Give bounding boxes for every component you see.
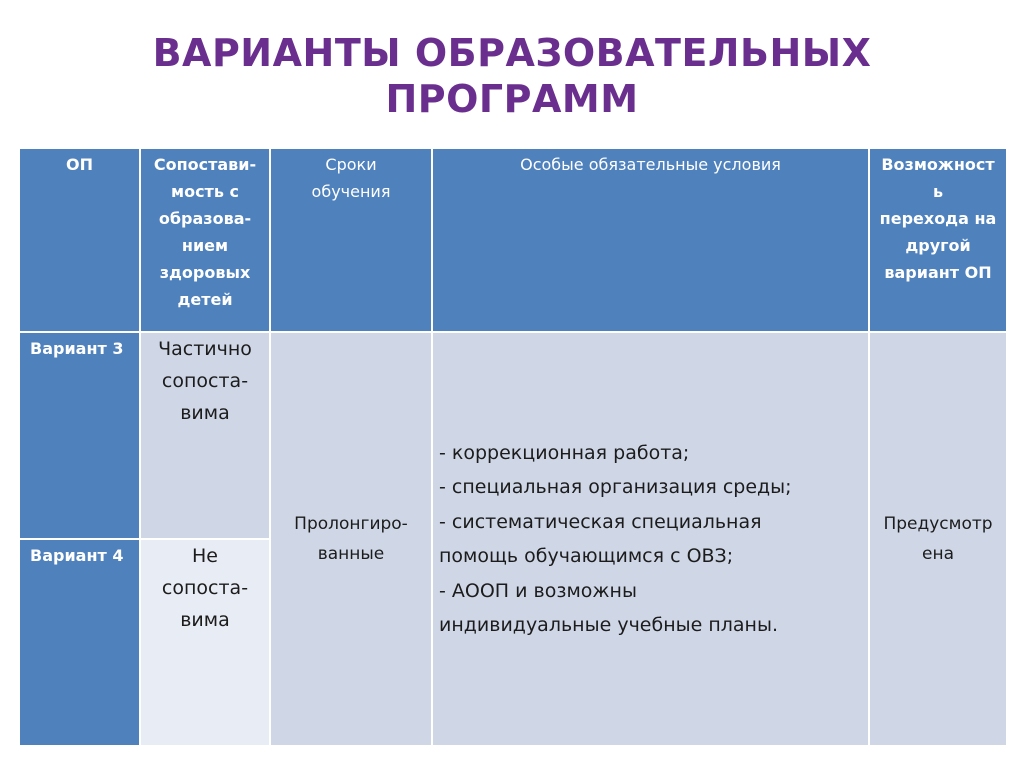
conditions-cell (432, 332, 869, 746)
condition-line: - АООП и возможны (439, 579, 637, 602)
row-label-variant-3: Вариант 3 (19, 332, 140, 539)
transition-cell (869, 332, 1007, 746)
comparability-line: вима (180, 609, 230, 631)
table-row (19, 332, 1007, 539)
comparability-line: Частично (158, 338, 252, 360)
header-transition-line: ь (932, 182, 944, 201)
header-comparability-line: здоровых (159, 263, 251, 282)
terms-cell (270, 332, 432, 746)
title-line-2: ПРОГРАММ (385, 77, 639, 121)
header-terms-line: Сроки (325, 155, 377, 174)
header-transition-line: вариант ОП (884, 263, 992, 282)
header-comparability (140, 148, 270, 332)
condition-line: индивидуальные учебные планы. (439, 614, 779, 636)
header-conditions (432, 148, 869, 332)
header-terms (270, 148, 432, 332)
header-transition (869, 148, 1007, 332)
terms-line: ванные (317, 544, 385, 564)
comparability-variant-4 (140, 539, 270, 746)
condition-line: - коррекционная работа; (439, 441, 690, 464)
comparability-line: вима (180, 402, 230, 424)
header-terms-line: обучения (311, 182, 391, 201)
transition-line: Предусмотр (883, 514, 993, 534)
comparability-variant-3 (140, 332, 270, 539)
terms-line: Пролонгиро- (294, 514, 408, 534)
header-comparability-line: Сопостави- (153, 155, 257, 174)
table-header-row (19, 148, 1007, 332)
header-comparability-line: образова- (158, 209, 252, 228)
header-op-text: ОП (66, 155, 93, 174)
page-title (0, 30, 1024, 122)
condition-line: - систематическая специальная (439, 510, 762, 533)
header-comparability-line: нием (181, 236, 229, 255)
title-line-1: ВАРИАНТЫ ОБРАЗОВАТЕЛЬНЫХ (152, 31, 872, 75)
header-comparability-line: детей (177, 290, 233, 309)
transition-line: ена (922, 544, 954, 564)
op-variants-table (18, 147, 1008, 747)
comparability-line: сопоста- (161, 577, 249, 599)
condition-line: - специальная организация среды; (439, 476, 792, 498)
condition-line: помощь обучающимся с ОВЗ; (439, 545, 734, 567)
header-transition-line: Возможност (881, 155, 995, 174)
header-comparability-line: мость с (171, 182, 239, 201)
row-label-variant-4: Вариант 4 (19, 539, 140, 746)
header-conditions-text: Особые обязательные условия (520, 155, 781, 174)
header-transition-line: другой (905, 236, 971, 255)
header-op (19, 148, 140, 332)
header-transition-line: перехода на (879, 209, 997, 228)
comparability-line: Не (192, 545, 218, 567)
comparability-line: сопоста- (161, 370, 249, 392)
